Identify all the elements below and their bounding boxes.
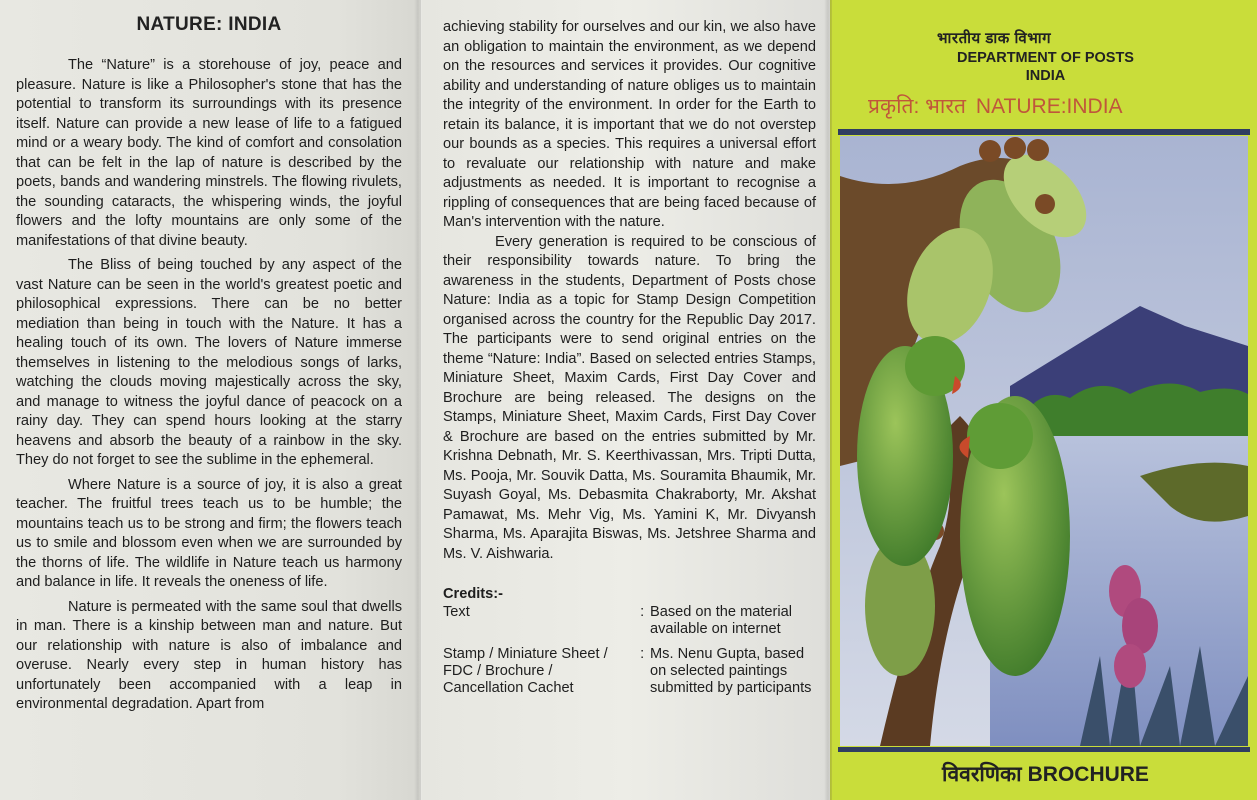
hindi-department-name: भारतीय डाक विभाग bbox=[937, 30, 1052, 47]
credits-section bbox=[443, 586, 816, 697]
country-name: INDIA bbox=[1025, 68, 1066, 84]
fruit bbox=[979, 140, 1001, 162]
cover-title-english: NATURE:INDIA bbox=[975, 95, 1123, 118]
cover-title-hindi: प्रकृति: भारत bbox=[868, 95, 966, 118]
top-rule bbox=[838, 129, 1250, 135]
left-panel bbox=[0, 0, 420, 800]
credit-row bbox=[443, 646, 816, 697]
paragraph: achieving stability for ourselves and our kin, we also have an obligation to maintain the environment, as we depend on the resources and services it provides. Our cognitive ability and understanding of nature obliges us to maintain the integrity of the environment. In order for the Earth to retain its balance, it is important that we do not overstep our bounds as a species. This requires a universal effort to revaluate our relationship with nature and make adjustments as needed. It is important to recognise a rippling of consequences that are being faced because of Man's intervention with the nature. bbox=[443, 19, 816, 230]
paragraph: The Bliss of being touched by any aspect of the vast Nature can be seen in the world's greatest poetic and philosophical expressions. There can be no better mediation than being in touch with the Nature. It has a healing touch of its own. The lovers of Nature immerse themselves in listening to the melodious songs of larks, watching the clouds moving majestically across the sky, and manage to witness the joyful dance of peacock on a rainy day. They can spend hours looking at the starry heavens and absorb the beauty of a rainbow in the sky. They do not forget to see the sublime in the ephemeral. bbox=[16, 257, 402, 468]
credit-row bbox=[443, 604, 816, 638]
page-title: NATURE: INDIA bbox=[136, 14, 282, 35]
bottom-rule bbox=[838, 747, 1250, 752]
paragraph: Nature is permeated with the same soul that dwells in man. There is a kinship between man and nature. But our relationship with nature is also of imbalance and overuse. Nearly every step in human history has unfortunately been accompanied with a leap in environmental degradation. Apart from bbox=[16, 598, 402, 712]
cover-title bbox=[868, 92, 1123, 120]
fold-line bbox=[824, 0, 832, 800]
credits-heading: Credits:- bbox=[443, 586, 503, 602]
credit-value: Ms. Nenu Gupta, based on selected paintings submitted by participants bbox=[650, 646, 812, 696]
credit-colon: : bbox=[640, 646, 645, 662]
credit-label: Text bbox=[443, 604, 470, 620]
fruit bbox=[1004, 137, 1026, 159]
brochure-label-hindi: विवरणिका bbox=[942, 763, 1022, 786]
cover-panel bbox=[830, 0, 1257, 800]
department-name: DEPARTMENT OF POSTS bbox=[957, 50, 1134, 66]
paragraph: Where Nature is a source of joy, it is also a great teacher. The fruitful trees teach us to be humble; the mountains teach us to be strong and firm; the flowers teach us to smile and blossom even when we are surrounded by the thorns of life. The wildlife in Nature teach us harmony and balance in life. It reveals the oneness of life. bbox=[16, 476, 402, 590]
brochure-label-english: BROCHURE bbox=[1027, 763, 1149, 786]
credit-value: Based on the material available on internet bbox=[650, 604, 792, 637]
credit-label: Stamp / Miniature Sheet / FDC / Brochure / Cancellation Cachet bbox=[443, 646, 608, 696]
parrots-painting bbox=[840, 136, 1248, 746]
parrot-right-head bbox=[967, 403, 1033, 469]
fruit bbox=[1027, 139, 1049, 161]
brochure-label bbox=[832, 760, 1257, 788]
paragraph: Every generation is required to be conscious of their responsibility towards nature. To bring the awareness in the students, Department of Posts chose Nature: India as a topic for Stamp Design Competition organised across the country for the Republic Day 2017. The participants were to send original entries on the theme “Nature: India”. Based on selected entries Stamps, Miniature Sheet, Maxim Cards, First Day Cover and Brochure are being released. The designs on the Stamps, Miniature Sheet, Maxim Cards, First Day Cover & Brochure are based on the entries submitted by Mr. Krishna Debnath, Mr. S. Keerthivassan, Mrs. Tripti Dutta, Ms. Pooja, Mr. Souvik Datta, Ms. Souramita Bhaumik, Mr. Suyash Goyal, Ms. Debasmita Chakraborty, Mr. Akshat Pamawat, Ms. Mehr Vig, Ms. Yamini K, Mr. Divyansh Sharma, Ms. Aparajita Biswas, Ms. Jetshree Sharma and Ms. V. Aishwaria. bbox=[443, 233, 816, 562]
credit-colon: : bbox=[640, 604, 645, 620]
fold-line bbox=[414, 0, 422, 800]
paragraph: The “Nature” is a storehouse of joy, peace and pleasure. Nature is like a Philosopher's stone that has the potential to transform its surroundings with its presence itself. Nature can provide a new lease of life to a fatigued mind or a weary body. The kind of comfort and consolation that can be felt in the lap of nature is described by the poets, bands and wandering minstrels. The flowing rivulets, the sounding cataracts, the whispering winds, the joyful flowers and the lofty mountains are only some of the manifestations of that divine beauty. bbox=[16, 57, 402, 249]
middle-panel bbox=[420, 0, 830, 800]
lotus-bud bbox=[1114, 644, 1146, 688]
fruit bbox=[1035, 194, 1055, 214]
